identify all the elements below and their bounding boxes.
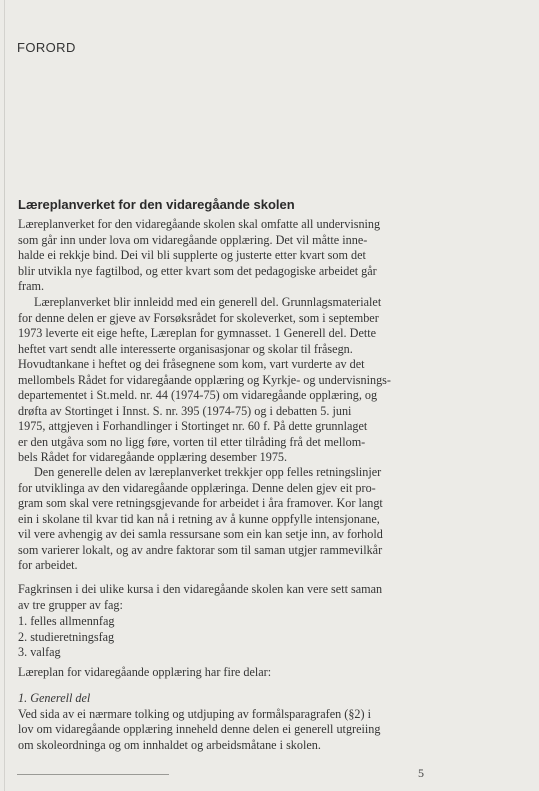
text-line: mellombels Rådet for vidaregåande opplæring og Kyrkje- og undervisnings- bbox=[18, 372, 391, 387]
text-line: som går inn under lova om vidaregåande opplæring. Det vil måtte inne- bbox=[18, 232, 368, 247]
text-line: departementet i St.meld. nr. 44 (1974-75) om vidaregåande opplæring, og bbox=[18, 388, 378, 402]
text-line: Læreplanverket for den vidaregåande skolen skal omfatte all undervisning bbox=[18, 217, 381, 231]
text-line: Hovudtankane i heftet og dei fråsegnene som kom, vart vurderte av det bbox=[18, 357, 365, 371]
text-line: bels Rådet for vidaregåande opplæring desember 1975. bbox=[18, 450, 288, 464]
text-line: Ved sida av ei nærmare tolking og utdjuping av formålsparagrafen (§2) i bbox=[18, 706, 371, 721]
list-item: 3. valfag bbox=[18, 645, 61, 659]
list-item: 2. studieretningsfag bbox=[18, 629, 115, 644]
text-line: er den utgåva som no ligg føre, vorten til etter tilråding frå det mellom- bbox=[18, 434, 366, 449]
subject-group-list bbox=[18, 614, 114, 661]
list-item: 1. felles allmennfag bbox=[18, 614, 115, 628]
text-line: Den generelle delen av læreplanverket trekkjer opp felles retningslinjer bbox=[34, 465, 382, 479]
text-line: Læreplan for vidaregåande opplæring har fire delar: bbox=[18, 665, 272, 679]
text-line: for denne delen er gjeve av Forsøksrådet for skoleverket, som i september bbox=[18, 310, 379, 325]
text-line: om skoleordninga og om innhaldet og arbeidsmåtane i skolen. bbox=[18, 737, 321, 752]
page-number: 5 bbox=[418, 766, 424, 780]
part-1-heading-text: 1. Generell del bbox=[18, 691, 91, 705]
text-line: gram som skal vere retningsgjevande for arbeidet i åra framover. Kor langt bbox=[18, 496, 383, 510]
text-line: Læreplanverket blir innleidd med ein generell del. Grunnlagsmaterialet bbox=[34, 295, 382, 309]
part-1-heading bbox=[18, 691, 430, 707]
chapter-heading: FORORD bbox=[17, 40, 76, 55]
text-line: som varierer lokalt, og av andre faktorar som til saman utgjer rammevilkår bbox=[18, 542, 383, 557]
text-line: av tre grupper av fag: bbox=[18, 597, 123, 612]
text-line: drøfta av Stortinget i Innst. S. nr. 395 (1974-75) og i debatten 5. juni bbox=[18, 403, 352, 418]
text-line: for arbeidet. bbox=[18, 558, 78, 572]
text-line: blir utvikla nye fagtilbod, og etter kvart som det pedagogiske arbeidet går bbox=[18, 263, 377, 278]
page-spine bbox=[4, 0, 5, 791]
text-line: ein i skolane til kvar tid kan nå i retning av å kunne oppfylle intensjonane, bbox=[18, 511, 380, 526]
text-line: 1973 leverte eit eige hefte, Læreplan for gymnasset. 1 Generell del. Dette bbox=[18, 326, 377, 340]
footnote-divider bbox=[17, 774, 169, 775]
paragraph-5 bbox=[18, 665, 430, 681]
section-title: Læreplanverket for den vidaregåande skolen bbox=[18, 197, 295, 212]
text-line: for utviklinga av den vidaregåande opplæringa. Denne delen gjev eit pro- bbox=[18, 480, 376, 495]
text-line: vil vere avhengig av dei samla ressursane som ein kan setje inn, av forhold bbox=[18, 527, 383, 541]
text-line: fram. bbox=[18, 279, 45, 293]
paragraph-4 bbox=[18, 582, 430, 613]
text-line: halde ei rekkje bind. Dei vil bli supplerte og justerte etter kvart som det bbox=[18, 248, 366, 262]
paragraph-2 bbox=[18, 295, 430, 466]
text-line: 1975, attgjeven i Forhandlinger i Stortinget nr. 60 f. På dette grunnlaget bbox=[18, 419, 368, 433]
paragraph-3 bbox=[18, 465, 430, 574]
part-1-block bbox=[18, 691, 430, 753]
text-line: Fagkrinsen i dei ulike kursa i den vidaregåande skolen kan vere sett saman bbox=[18, 582, 383, 596]
text-line: lov om vidaregåande opplæring inneheld denne delen ei generell utgreiing bbox=[18, 722, 381, 736]
text-line: heftet vart sendt alle interesserte organisasjonar og skolar til fråsegn. bbox=[18, 341, 353, 356]
paragraph-1 bbox=[18, 217, 430, 295]
